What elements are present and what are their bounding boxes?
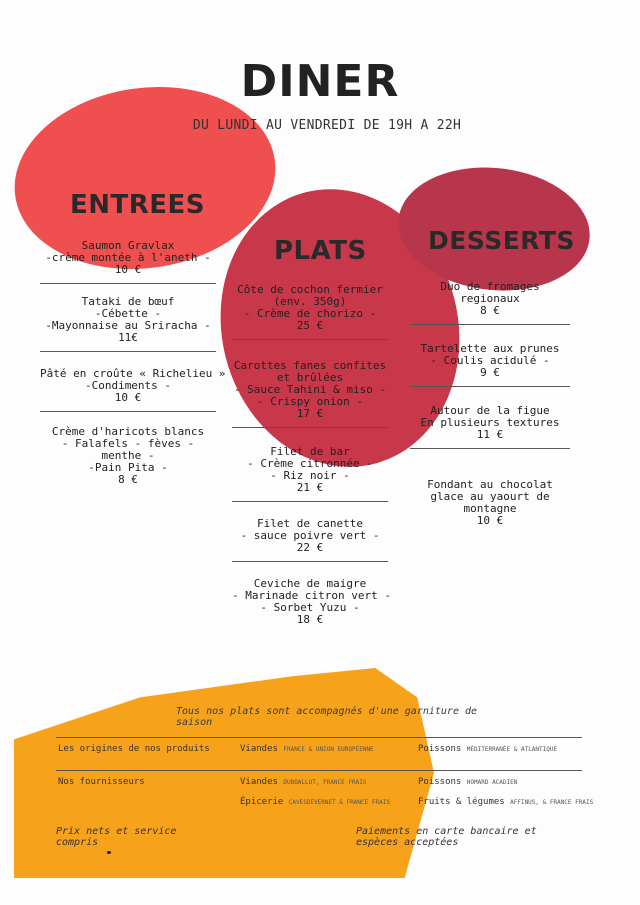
footer-divider: [56, 770, 582, 771]
ink-dot: [107, 851, 111, 854]
menu-item-name: Autour de la figue: [430, 404, 550, 417]
menu-item-name: Carottes fanes confites: [233, 359, 387, 372]
menu-item-name: Ceviche de maigre: [253, 577, 367, 590]
menu-item-name: Saumon Gravlax: [81, 239, 175, 252]
menu-item: [410, 479, 570, 527]
menu-item-description: menthe -: [101, 449, 155, 462]
menu-item-description: - sauce poivre vert -: [240, 529, 380, 542]
menu-item-price: 9 €: [480, 366, 500, 379]
menu-divider: [232, 561, 388, 562]
menu-item-description: - Coulis acidulé -: [430, 354, 550, 367]
menu-item: [410, 343, 570, 379]
plats-list: [232, 283, 391, 626]
menu-item-description: - Crème de chorizo -: [243, 307, 377, 320]
entrees-list: [40, 239, 226, 486]
menu-item-description: - Sauce Tahini & miso -: [233, 383, 387, 396]
menu-item: [40, 367, 226, 404]
menu-divider: [232, 501, 388, 502]
menu-item-price: 11 €: [476, 428, 504, 441]
menu-item-description: -crème montée à l'aneth -: [45, 251, 211, 264]
menu-item-description: - Marinade citron vert -: [232, 589, 391, 602]
menu-item-price: 25 €: [296, 319, 324, 332]
garnish-note: Tous nos plats sont accompagnés d'une garniture de saison: [176, 706, 478, 728]
menu-item: [40, 426, 216, 486]
menu-item-name: Fondant au chocolat: [427, 478, 553, 491]
payment-note: Paiements en carte bancaire et espèces acceptées: [356, 826, 537, 848]
menu-divider: [410, 448, 570, 449]
menu-item: [410, 281, 570, 317]
menu-item-description: - Crème citronnée -: [247, 457, 373, 470]
suppliers-label: Nos fournisseurs: [58, 777, 145, 787]
menu-divider: [40, 283, 216, 284]
menu-item: [40, 296, 216, 344]
menu-divider: [410, 386, 570, 387]
menu-item-description: -Cébette -: [94, 307, 162, 320]
menu-item-description: regionaux: [460, 292, 520, 305]
menu-item-description: glace au yaourt de: [430, 490, 550, 503]
menu-divider: [40, 411, 216, 412]
menu-divider: [410, 324, 570, 325]
menu-item-description: - Crispy onion -: [257, 395, 363, 408]
origins-label: Les origines de nos produits: [58, 744, 210, 754]
menu-item-description: - Riz noir -: [270, 469, 350, 482]
service-hours: DU LUNDI AU VENDREDI DE 19H A 22H: [192, 118, 462, 133]
menu-item-name: Crème d'haricots blancs: [51, 425, 205, 438]
menu-item-price: 17 €: [296, 407, 324, 420]
menu-item-description: -Condiments -: [84, 379, 172, 392]
menu-item-price: 8 €: [480, 304, 500, 317]
menu-item-description: -Pain Pita -: [88, 461, 168, 474]
menu-divider: [232, 339, 388, 340]
prices-note: Prix nets et service compris: [56, 826, 177, 848]
menu-item-price: 21 €: [296, 481, 324, 494]
menu-item-name: Pâté en croûte « Richelieu »: [40, 367, 226, 380]
menu-item: [232, 446, 388, 494]
menu-item-price: 11€: [118, 331, 138, 344]
menu-item-name: Côte de cochon fermier: [237, 283, 383, 296]
menu-item: [410, 405, 570, 441]
desserts-heading: DESSERTS: [428, 226, 575, 255]
origins-poissons: Poissons MÉDITERRANÉE & ATLANTIQUE: [418, 744, 558, 754]
origins-viandes: Viandes FRANCE & UNION EUROPÉENNE: [240, 744, 374, 754]
menu-item: [232, 360, 388, 420]
menu-item: [232, 518, 388, 554]
menu-item-price: 10 €: [114, 263, 142, 276]
page-title: DINER: [240, 56, 400, 107]
menu-divider: [232, 427, 388, 428]
menu-item: [40, 240, 216, 276]
suppliers-poissons: Poissons HOMARD ACADIEN: [418, 777, 518, 787]
menu-item-description: - Sorbet Yuzu -: [260, 601, 360, 614]
menu-item-name: Filet de bar: [270, 445, 350, 458]
menu-item-description: -Mayonnaise au Sriracha -: [45, 319, 211, 332]
suppliers-fruits: Fruits & légumes AFFINUS, & FRANCE FRAIS: [418, 797, 594, 807]
menu-item-price: 18 €: [296, 613, 324, 626]
menu-item-name: Tartelette aux prunes: [420, 342, 560, 355]
menu-item-price: 8 €: [118, 473, 138, 486]
menu-item-price: 10 €: [114, 391, 142, 404]
menu-item: [232, 284, 388, 332]
suppliers-viandes: Viandes DUBOALLOT, FRANCE FRAIS: [240, 777, 367, 787]
footer-divider: [56, 737, 582, 738]
menu-item-name: Filet de canette: [257, 517, 363, 530]
menu-item-description: montagne: [463, 502, 517, 515]
menu-item-description: - Falafels - fèves -: [61, 437, 195, 450]
entrees-heading: ENTREES: [70, 190, 206, 220]
menu-item: [232, 577, 391, 626]
menu-divider: [40, 351, 216, 352]
suppliers-epicerie: Épicerie CAVESDEVERNET & FRANCE FRAIS: [240, 797, 390, 807]
menu-item-name: Duo de fromages: [440, 280, 540, 293]
menu-item-name: Tataki de bœuf: [81, 295, 175, 308]
menu-item-description: (env. 350g): [273, 295, 347, 308]
menu-item-price: 10 €: [476, 514, 504, 527]
menu-item-description: et brûlées: [276, 371, 344, 384]
menu-item-price: 22 €: [296, 541, 324, 554]
plats-heading: PLATS: [274, 236, 367, 266]
desserts-list: [410, 281, 570, 527]
menu-item-description: En plusieurs textures: [420, 416, 560, 429]
